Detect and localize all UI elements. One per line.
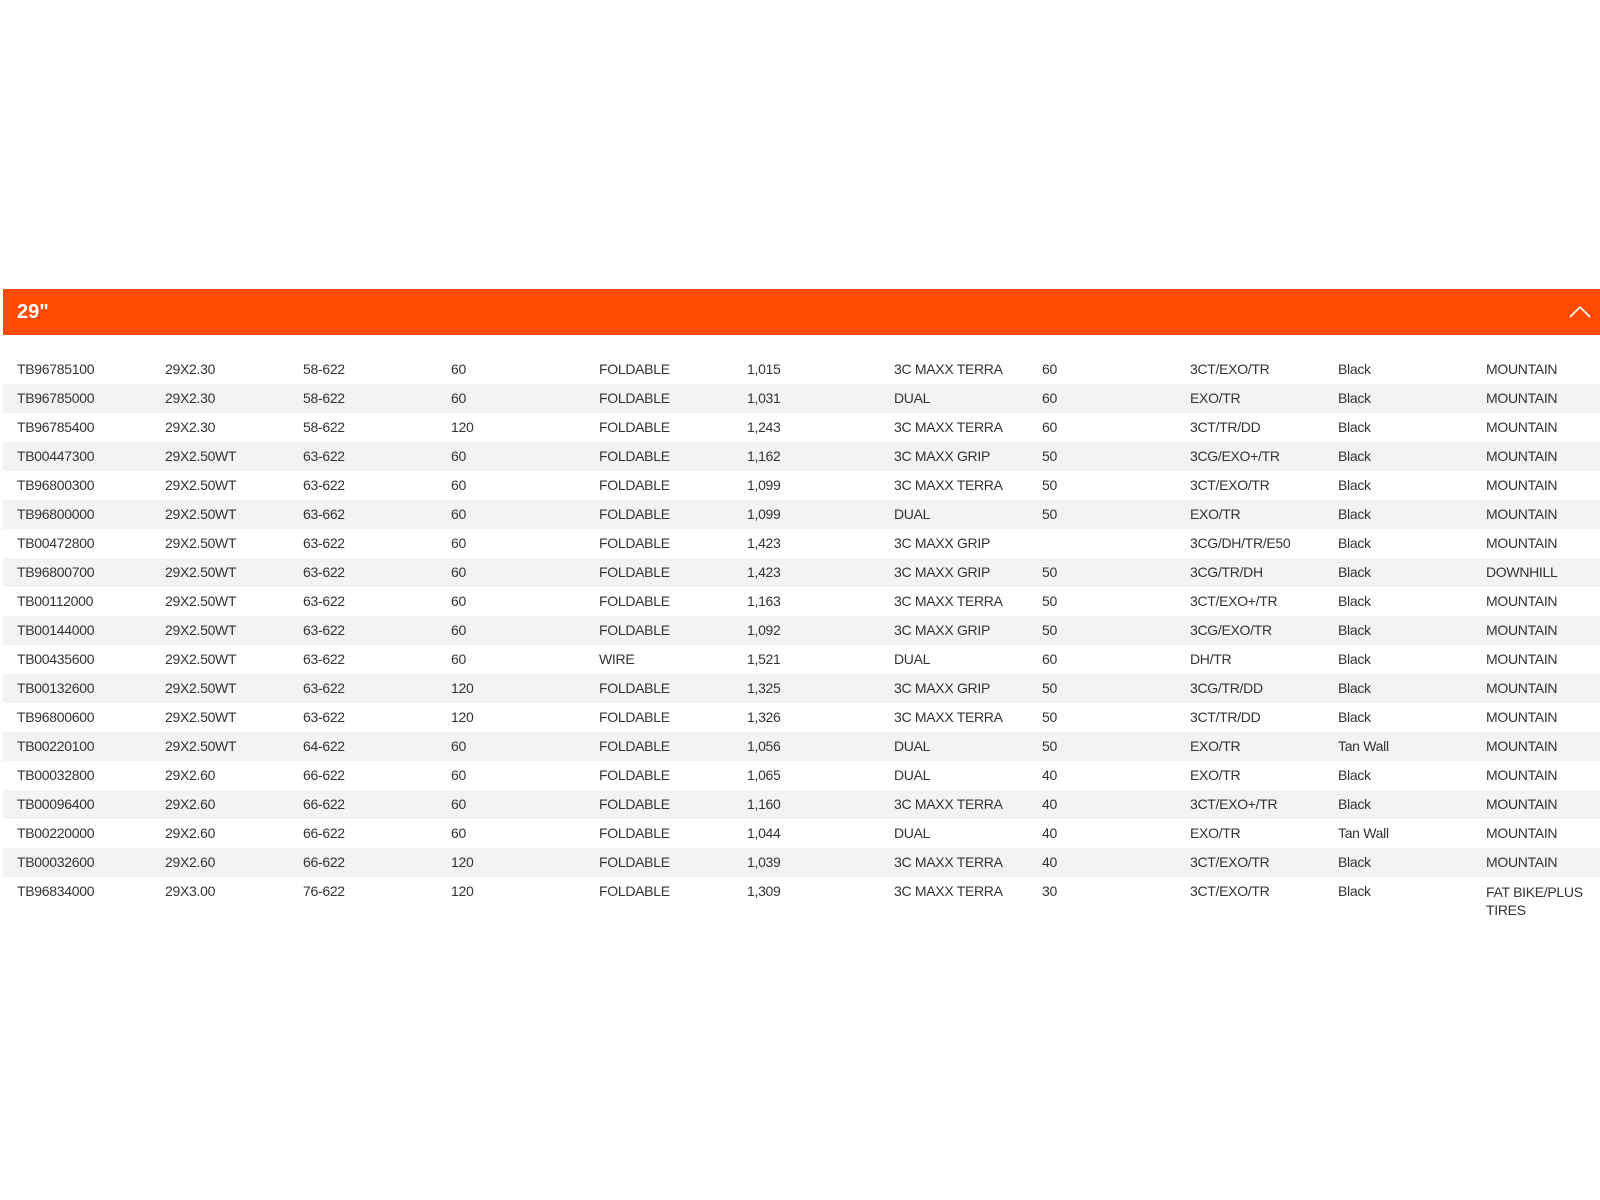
cell-etrto: 63-622 <box>289 616 437 645</box>
cell-compound: 3C MAXX TERRA <box>880 790 1028 819</box>
cell-tpi: 60 <box>437 442 585 471</box>
cell-etrto: 63-622 <box>303 651 345 667</box>
cell-technology: 3CG/EXO/TR <box>1176 616 1324 645</box>
cell-tpi: 60 <box>451 535 466 551</box>
cell-category: DOWNHILL <box>1472 558 1600 587</box>
cell-category: FAT BIKE/PLUS TIRES <box>1486 884 1583 918</box>
cell-max-psi: 60 <box>1042 419 1057 435</box>
cell-size: 29X2.50WT <box>151 558 289 587</box>
cell-bead: FOLDABLE <box>599 419 670 435</box>
cell-max-psi: 60 <box>1042 651 1057 667</box>
cell-tpi: 120 <box>437 674 585 703</box>
cell-tpi: 60 <box>451 593 466 609</box>
table-row <box>3 587 1600 616</box>
cell-size: 29X2.30 <box>165 361 216 377</box>
cell-technology: 3CT/EXO/TR <box>1190 477 1270 493</box>
cell-size: 29X2.30 <box>165 419 216 435</box>
cell-technology: 3CG/EXO+/TR <box>1176 442 1324 471</box>
cell-bead: FOLDABLE <box>599 825 670 841</box>
cell-tpi: 60 <box>437 500 585 529</box>
table-row <box>3 500 1600 529</box>
cell-weight: 1,309 <box>747 883 781 899</box>
cell-compound: 3C MAXX GRIP <box>880 616 1028 645</box>
cell-tpi: 120 <box>451 883 474 899</box>
cell-bead: FOLDABLE <box>585 674 733 703</box>
cell-tpi: 60 <box>451 361 466 377</box>
cell-part-number: TB00435600 <box>17 651 95 667</box>
cell-compound: 3C MAXX TERRA <box>894 477 1003 493</box>
cell-max-psi: 60 <box>1028 384 1176 413</box>
cell-bead: FOLDABLE <box>585 442 733 471</box>
cell-max-psi <box>1028 529 1176 558</box>
cell-max-psi: 50 <box>1042 593 1057 609</box>
cell-technology: 3CT/EXO+/TR <box>1176 790 1324 819</box>
section-title: 29" <box>17 301 49 323</box>
cell-size: 29X2.60 <box>151 790 289 819</box>
table-row <box>3 848 1600 877</box>
cell-max-psi: 40 <box>1042 825 1057 841</box>
cell-technology: 3CG/TR/DD <box>1176 674 1324 703</box>
table-row <box>3 355 1600 384</box>
cell-part-number: TB96800700 <box>3 558 151 587</box>
cell-category: MOUNTAIN <box>1472 732 1600 761</box>
cell-size: 29X2.60 <box>151 848 289 877</box>
cell-technology: EXO/TR <box>1176 384 1324 413</box>
cell-compound: DUAL <box>894 651 931 667</box>
cell-part-number: TB00472800 <box>17 535 95 551</box>
cell-weight: 1,044 <box>747 825 781 841</box>
cell-compound: 3C MAXX TERRA <box>894 709 1003 725</box>
cell-technology: 3CT/EXO/TR <box>1190 361 1270 377</box>
cell-color: Black <box>1338 535 1371 551</box>
cell-category: MOUNTAIN <box>1472 616 1600 645</box>
table-row <box>3 413 1600 442</box>
cell-part-number: TB00220100 <box>3 732 151 761</box>
cell-size: 29X2.50WT <box>151 442 289 471</box>
cell-size: 29X2.50WT <box>151 674 289 703</box>
cell-category: MOUNTAIN <box>1486 361 1558 377</box>
cell-tpi: 60 <box>437 616 585 645</box>
cell-weight: 1,325 <box>733 674 880 703</box>
cell-technology: 3CT/EXO+/TR <box>1190 593 1278 609</box>
cell-color: Black <box>1338 419 1371 435</box>
cell-etrto: 63-622 <box>303 709 345 725</box>
cell-compound: DUAL <box>880 384 1028 413</box>
cell-size: 29X2.50WT <box>151 732 289 761</box>
cell-compound: 3C MAXX GRIP <box>880 442 1028 471</box>
cell-part-number: TB96800600 <box>17 709 95 725</box>
cell-compound: 3C MAXX GRIP <box>880 558 1028 587</box>
table-row <box>3 819 1600 848</box>
cell-compound: 3C MAXX TERRA <box>894 593 1003 609</box>
cell-compound: 3C MAXX TERRA <box>880 848 1028 877</box>
cell-color: Tan Wall <box>1338 825 1389 841</box>
cell-technology: 3CT/TR/DD <box>1190 709 1261 725</box>
table-row <box>3 384 1600 413</box>
cell-category: MOUNTAIN <box>1472 384 1600 413</box>
table-row <box>3 732 1600 761</box>
cell-color: Black <box>1324 442 1472 471</box>
cell-tpi: 60 <box>437 384 585 413</box>
cell-category: MOUNTAIN <box>1472 500 1600 529</box>
cell-color: Black <box>1338 651 1371 667</box>
cell-max-psi: 50 <box>1028 558 1176 587</box>
cell-max-psi: 50 <box>1028 500 1176 529</box>
cell-bead: FOLDABLE <box>585 384 733 413</box>
cell-category: MOUNTAIN <box>1486 477 1558 493</box>
cell-tpi: 60 <box>451 477 466 493</box>
cell-bead: FOLDABLE <box>585 732 733 761</box>
cell-category: MOUNTAIN <box>1486 709 1558 725</box>
table-row <box>3 703 1600 732</box>
cell-etrto: 64-622 <box>289 732 437 761</box>
cell-max-psi: 50 <box>1028 442 1176 471</box>
cell-etrto: 63-622 <box>303 535 345 551</box>
cell-tpi: 60 <box>437 732 585 761</box>
cell-technology: 3CT/TR/DD <box>1190 419 1261 435</box>
cell-etrto: 63-622 <box>289 674 437 703</box>
cell-color: Black <box>1324 558 1472 587</box>
cell-compound: 3C MAXX GRIP <box>880 674 1028 703</box>
cell-weight: 1,326 <box>747 709 781 725</box>
spec-table <box>3 355 1600 925</box>
cell-weight: 1,099 <box>747 477 781 493</box>
table-row <box>3 442 1600 471</box>
cell-color: Black <box>1338 883 1371 899</box>
cell-part-number: TB96800300 <box>17 477 95 493</box>
cell-bead: FOLDABLE <box>599 593 670 609</box>
table-row <box>3 529 1600 558</box>
cell-size: 29X2.30 <box>151 384 289 413</box>
cell-technology: DH/TR <box>1190 651 1232 667</box>
cell-size: 29X2.50WT <box>165 477 237 493</box>
cell-category: MOUNTAIN <box>1472 790 1600 819</box>
cell-max-psi: 50 <box>1042 477 1057 493</box>
cell-technology: 3CT/EXO/TR <box>1176 848 1324 877</box>
cell-compound: 3C MAXX GRIP <box>894 535 990 551</box>
cell-size: 29X2.60 <box>165 767 216 783</box>
cell-weight: 1,162 <box>733 442 880 471</box>
cell-part-number: TB00132600 <box>3 674 151 703</box>
cell-max-psi: 60 <box>1042 361 1057 377</box>
cell-part-number: TB96785100 <box>17 361 95 377</box>
cell-size: 29X2.50WT <box>151 500 289 529</box>
cell-weight: 1,056 <box>733 732 880 761</box>
cell-weight: 1,015 <box>747 361 781 377</box>
cell-size: 29X2.50WT <box>165 535 237 551</box>
chevron-up-icon[interactable] <box>1568 300 1592 324</box>
cell-part-number: TB96785400 <box>17 419 95 435</box>
cell-weight: 1,423 <box>733 558 880 587</box>
table-row <box>3 674 1600 703</box>
cell-bead: FOLDABLE <box>599 477 670 493</box>
cell-compound: DUAL <box>894 825 931 841</box>
cell-tpi: 120 <box>451 419 474 435</box>
cell-color: Black <box>1338 709 1371 725</box>
spec-table-body <box>3 355 1600 925</box>
cell-category: MOUNTAIN <box>1486 651 1558 667</box>
cell-bead: FOLDABLE <box>599 361 670 377</box>
cell-etrto: 76-622 <box>303 883 345 899</box>
cell-part-number: TB00032600 <box>3 848 151 877</box>
cell-technology: 3CT/EXO/TR <box>1190 883 1270 899</box>
cell-color: Black <box>1324 384 1472 413</box>
cell-tpi: 120 <box>451 709 474 725</box>
cell-max-psi: 50 <box>1042 709 1057 725</box>
cell-color: Black <box>1338 477 1371 493</box>
tire-spec-accordion <box>3 289 1600 925</box>
cell-technology: EXO/TR <box>1176 500 1324 529</box>
cell-category: MOUNTAIN <box>1486 593 1558 609</box>
cell-max-psi: 30 <box>1042 883 1057 899</box>
cell-etrto: 63-622 <box>289 442 437 471</box>
cell-size: 29X2.50WT <box>165 709 237 725</box>
cell-color: Black <box>1324 616 1472 645</box>
cell-compound: DUAL <box>880 500 1028 529</box>
cell-weight: 1,160 <box>733 790 880 819</box>
cell-weight: 1,521 <box>747 651 781 667</box>
table-row <box>3 645 1600 674</box>
cell-part-number: TB96800000 <box>3 500 151 529</box>
cell-weight: 1,065 <box>747 767 781 783</box>
cell-size: 29X2.50WT <box>165 651 237 667</box>
cell-part-number: TB96834000 <box>17 883 95 899</box>
cell-category: MOUNTAIN <box>1486 535 1558 551</box>
cell-compound: 3C MAXX TERRA <box>894 883 1003 899</box>
cell-tpi: 120 <box>437 848 585 877</box>
cell-size: 29X2.60 <box>165 825 216 841</box>
cell-category: MOUNTAIN <box>1472 848 1600 877</box>
cell-etrto: 63-622 <box>289 558 437 587</box>
cell-etrto: 66-622 <box>303 825 345 841</box>
cell-max-psi: 50 <box>1028 732 1176 761</box>
cell-etrto: 63-622 <box>303 593 345 609</box>
cell-etrto: 66-622 <box>303 767 345 783</box>
cell-technology: EXO/TR <box>1176 732 1324 761</box>
cell-compound: DUAL <box>894 767 931 783</box>
cell-max-psi: 50 <box>1028 616 1176 645</box>
cell-bead: FOLDABLE <box>599 767 670 783</box>
cell-weight: 1,099 <box>733 500 880 529</box>
cell-tpi: 60 <box>451 651 466 667</box>
cell-max-psi: 40 <box>1028 790 1176 819</box>
cell-technology: EXO/TR <box>1190 825 1241 841</box>
cell-weight: 1,031 <box>733 384 880 413</box>
cell-size: 29X2.50WT <box>165 593 237 609</box>
cell-part-number: TB00220000 <box>17 825 95 841</box>
cell-color: Black <box>1324 790 1472 819</box>
cell-tpi: 60 <box>451 825 466 841</box>
cell-category: MOUNTAIN <box>1486 767 1558 783</box>
cell-etrto: 58-622 <box>303 361 345 377</box>
table-row <box>3 616 1600 645</box>
cell-weight: 1,039 <box>733 848 880 877</box>
cell-part-number: TB00032800 <box>17 767 95 783</box>
cell-technology: EXO/TR <box>1190 767 1241 783</box>
cell-color: Black <box>1324 500 1472 529</box>
cell-bead: FOLDABLE <box>599 709 670 725</box>
cell-tpi: 60 <box>451 767 466 783</box>
cell-bead: FOLDABLE <box>585 790 733 819</box>
table-row <box>3 790 1600 819</box>
cell-bead: FOLDABLE <box>585 558 733 587</box>
cell-part-number: TB00096400 <box>3 790 151 819</box>
cell-bead: FOLDABLE <box>585 848 733 877</box>
cell-tpi: 60 <box>437 790 585 819</box>
cell-color: Tan Wall <box>1324 732 1472 761</box>
cell-part-number: TB96785000 <box>3 384 151 413</box>
table-row <box>3 761 1600 790</box>
cell-bead: FOLDABLE <box>585 616 733 645</box>
cell-max-psi: 50 <box>1028 674 1176 703</box>
cell-color: Black <box>1338 361 1371 377</box>
accordion-header[interactable] <box>3 289 1600 335</box>
cell-etrto: 66-622 <box>289 790 437 819</box>
cell-part-number: TB00447300 <box>3 442 151 471</box>
cell-color: Black <box>1338 767 1371 783</box>
cell-compound: 3C MAXX TERRA <box>894 419 1003 435</box>
cell-etrto: 63-662 <box>289 500 437 529</box>
table-row <box>3 471 1600 500</box>
cell-weight: 1,163 <box>747 593 781 609</box>
cell-color: Black <box>1324 848 1472 877</box>
cell-category: MOUNTAIN <box>1486 825 1558 841</box>
cell-size: 29X3.00 <box>165 883 216 899</box>
cell-category: MOUNTAIN <box>1486 419 1558 435</box>
cell-bead: FOLDABLE <box>585 500 733 529</box>
cell-color: Black <box>1338 593 1371 609</box>
cell-max-psi: 40 <box>1042 767 1057 783</box>
cell-etrto: 58-622 <box>289 384 437 413</box>
cell-category: MOUNTAIN <box>1472 442 1600 471</box>
cell-weight: 1,423 <box>747 535 781 551</box>
cell-part-number: TB00112000 <box>17 593 94 609</box>
cell-technology: 3CG/TR/DH <box>1176 558 1324 587</box>
cell-tpi: 60 <box>437 558 585 587</box>
cell-weight: 1,243 <box>747 419 781 435</box>
cell-max-psi: 40 <box>1028 848 1176 877</box>
cell-etrto: 58-622 <box>303 419 345 435</box>
table-row <box>3 877 1600 925</box>
cell-bead: FOLDABLE <box>599 883 670 899</box>
cell-technology: 3CG/DH/TR/E50 <box>1190 535 1291 551</box>
cell-part-number: TB00144000 <box>3 616 151 645</box>
cell-etrto: 63-622 <box>303 477 345 493</box>
table-row <box>3 558 1600 587</box>
cell-bead: FOLDABLE <box>599 535 670 551</box>
cell-compound: DUAL <box>880 732 1028 761</box>
cell-size: 29X2.50WT <box>151 616 289 645</box>
cell-color: Black <box>1324 674 1472 703</box>
cell-category: MOUNTAIN <box>1472 674 1600 703</box>
cell-bead: WIRE <box>599 651 635 667</box>
cell-compound: 3C MAXX TERRA <box>894 361 1003 377</box>
cell-weight: 1,092 <box>733 616 880 645</box>
cell-etrto: 66-622 <box>289 848 437 877</box>
